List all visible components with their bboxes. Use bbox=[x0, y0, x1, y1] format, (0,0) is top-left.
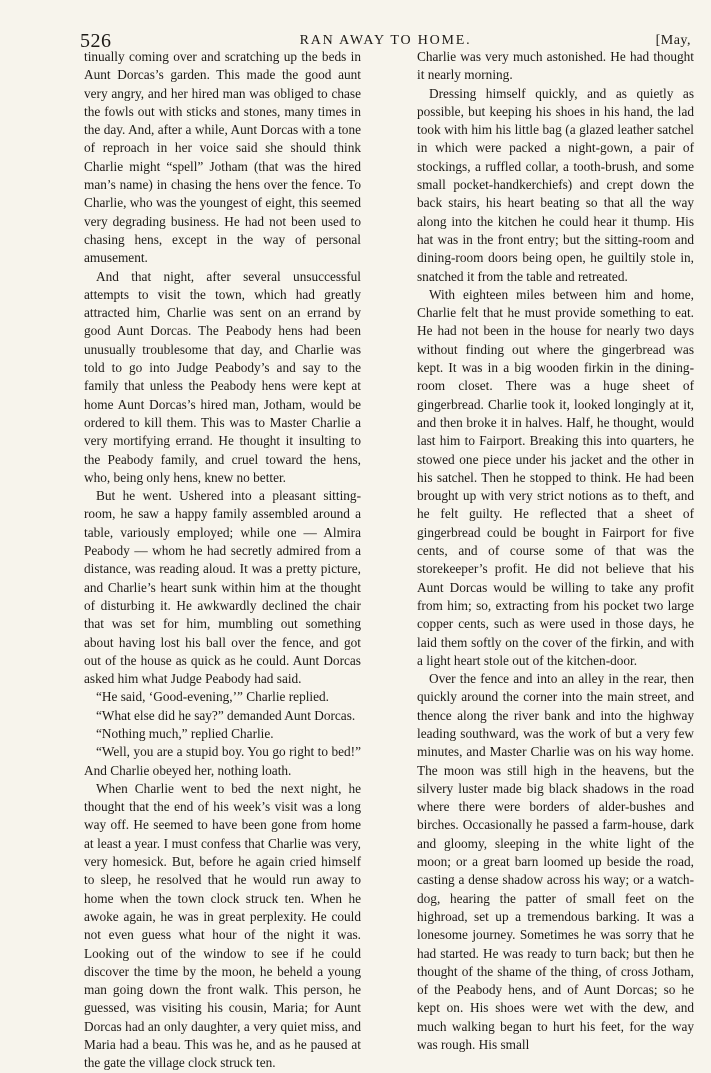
paragraph: “He said, ‘Good-evening,’” Charlie replied. bbox=[96, 689, 329, 705]
paragraph: “Well, you are a stupid boy. You go right to bed!” And Charlie obeyed her, nothing loath. bbox=[84, 744, 361, 778]
right-column bbox=[417, 48, 694, 1054]
paragraph: Charlie was very much astonished. He had thought it nearly morning. bbox=[417, 49, 694, 83]
running-title: RAN AWAY TO HOME. bbox=[299, 33, 472, 48]
running-month: [May, bbox=[655, 33, 691, 48]
paragraph: “Nothing much,” replied Charlie. bbox=[96, 725, 274, 741]
paragraph: But he went. Ushered into a pleasant sitting-room, he saw a happy family assembled around a table, variously employed; while one — Almira Peabody — whom he had secretly admired from a distance, was reading aloud. It was a pretty picture, and Charlie’s heart sunk within him at the thought of disturbing it. He awkwardly declined the chair that was set for him, mumbling out something about having lost his ball over the fence, and got out of the house as quick as he could. Aunt Dorcas asked him what Judge Peabody had said. bbox=[84, 488, 361, 687]
paragraph: When Charlie went to bed the next night, he thought that the end of his week’s visit was a long way off. He seemed to have been gone from home at least a year. I must confess that Charlie was very, very homesick. But, before he again cried himself to sleep, he resolved that he would run away to home when the town clock struck ten. When he awoke again, he was in great perplexity. He could not even guess what hour of the night it was. Looking out of the window to see if he could discover the time by the moon, he beheld a young man going down the front walk. This person, he guessed, was visiting his cousin, Maria; for Aunt Dorcas had an only daughter, a very quiet miss, and Maria had a beau. This was he, and as he paused at the gate the village clock struck ten. bbox=[84, 780, 361, 1071]
left-column bbox=[84, 48, 361, 1073]
paragraph: “What else did he say?” demanded Aunt Dorcas. bbox=[96, 707, 356, 723]
paragraph: Over the fence and into an alley in the rear, then quickly around the corner into the main street, and thence along the river bank and into the highway leading southward, was the work of but a very few minutes, and Master Charlie was on his way home. The moon was still high in the heavens, but the silvery luster made big black shadows in the road where there were borders of alder-bushes and birches. Occasionally he passed a farm-house, dark and gloomy, sleeping in the white light of the moon; or a great barn loomed up beside the road, casting a dense shadow across his way; or a watch-dog, hearing the patter of small feet on the highroad, set up a tremendous barking. It was a lonesome journey. Sometimes he was sorry that he had started. He was ready to turn back; but then he thought of the shame of the thing, of cross Jotham, of the Peabody hens, and of Aunt Dorcas; so he kept on. His shoes were wet with the dew, and much walking began to hurt his feet, for the way was rough. His small bbox=[417, 671, 694, 1053]
paragraph: Dressing himself quickly, and as quietly as possible, but keeping his shoes in his hand, the lad took with him his little bag (a glazed leather satchel in which were packed a night-gown, a pair of stockings, a ruffled collar, a tooth-brush, and some small pocket-handkerchiefs) and crept down the back stairs, his heart beating so that all the way along into the kitchen he could hear it thump. His hat was in the front entry; but the sitting-room and dining-room doors being open, he guiltily stole in, snatched it from the table and retreated. bbox=[417, 85, 694, 284]
paragraph: With eighteen miles between him and home, Charlie felt that he must provide something to eat. He had not been in the house for nearly two days without finding out where the gingerbread was kept. It was in a big wooden firkin in the dining-room closet. There was a huge sheet of gingerbread. Charlie took it, looked longingly at it, and then broke it in halves. Half, he thought, would last him to Fairport. Breaking this into quarters, he stowed one piece under his jacket and the other in his satchel. Then he stopped to think. He had been brought up with very strict notions as to theft, and he felt guilty. He reflected that a sheet of gingerbread could be bought in Fairport for five cents, and of course some of that was the storekeeper’s profit. He did not believe that his Aunt Dorcas would be willing to take any profit from him; so, extracting from his pocket two large copper cents, such as were used in those days, he laid them softly on the cover of the firkin, and with a light heart stole out of the kitchen-door. bbox=[417, 286, 694, 668]
page-number: 526 bbox=[80, 30, 112, 52]
paragraph: tinually coming over and scratching up the beds in Aunt Dorcas’s garden. This made the good aunt very angry, and her hired man was obliged to chase the fowls out with sticks and stones, many times in the day. And, after a while, Aunt Dorcas with a tone of reproach in her voice said she should think Charlie might “spell” Jotham (that was the hired man’s name) in chasing the hens over the fence. To Charlie, who was the youngest of eight, this seemed very degrading business. He had not been used to chasing hens, except in the way of personal amusement. bbox=[84, 49, 361, 266]
paragraph: And that night, after several unsuccessful attempts to visit the town, which had greatly attracted him, Charlie was sent on an errand by good Aunt Dorcas. The Peabody hens had been unusually troublesome that day, and Charlie was told to go into Judge Peabody’s and say to the family that unless the Peabody hens were kept at home Aunt Dorcas’s hired man, Jotham, would be ordered to kill them. This was to Master Charlie a very mortifying errand. He thought it insulting to the Peabody family, and cruel toward the hens, who, being only hens, knew no better. bbox=[84, 268, 361, 485]
